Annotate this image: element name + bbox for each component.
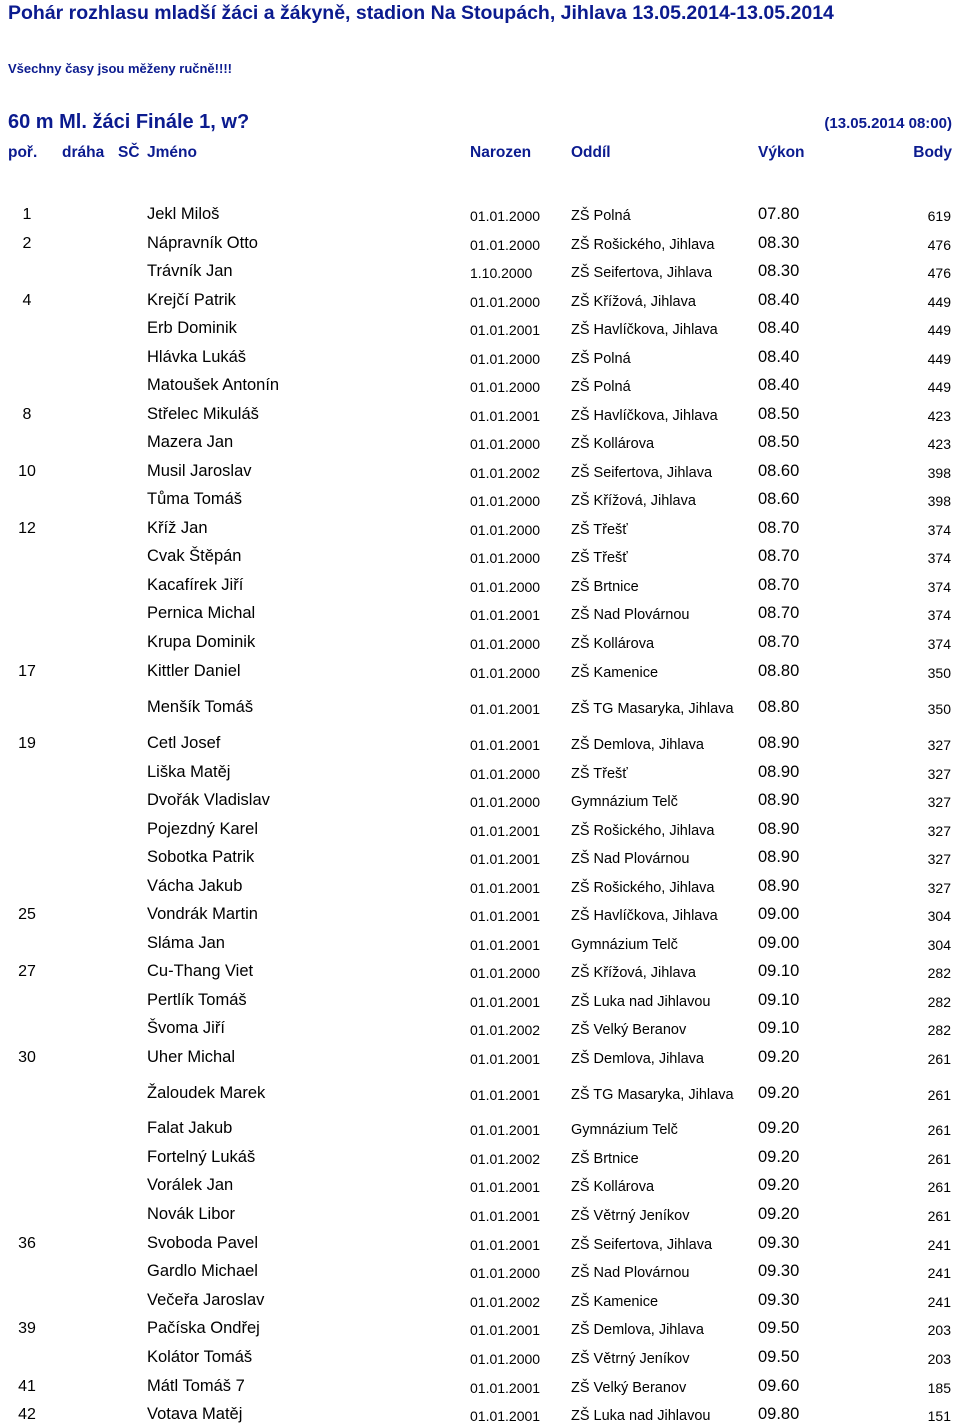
cell-performance: 08.40 xyxy=(758,319,800,337)
cell-performance: 08.70 xyxy=(758,633,800,651)
cell-name: Pačíska Ondřej xyxy=(147,1319,260,1337)
cell-performance: 08.90 xyxy=(758,763,800,781)
cell-club: ZŠ Havlíčkova, Jihlava xyxy=(571,322,718,338)
cell-born: 01.01.2001 xyxy=(470,851,541,867)
cell-points: 423 xyxy=(927,408,951,424)
cell-born: 01.01.2000 xyxy=(470,965,541,981)
cell-club: ZŠ Demlova, Jihlava xyxy=(571,737,704,753)
table-row xyxy=(0,815,960,839)
cell-name: Falat Jakub xyxy=(147,1119,233,1137)
table-row xyxy=(0,1257,960,1281)
cell-club: ZŠ Kollárova xyxy=(571,636,655,652)
cell-rank: 30 xyxy=(18,1049,36,1066)
cell-born: 01.01.2000 xyxy=(470,351,541,367)
cell-name: Kacafírek Jiří xyxy=(147,576,244,594)
cell-points: 282 xyxy=(927,965,951,981)
cell-name: Krupa Dominik xyxy=(147,633,256,651)
cell-name: Střelec Mikuláš xyxy=(147,405,259,423)
cell-name: Votava Matěj xyxy=(147,1405,243,1423)
cell-club: ZŠ Větrný Jeníkov xyxy=(571,1208,690,1224)
cell-performance: 07.80 xyxy=(758,205,800,223)
cell-club: ZŠ Velký Beranov xyxy=(571,1022,687,1038)
cell-rank: 10 xyxy=(18,463,36,480)
cell-born: 01.01.2001 xyxy=(470,994,541,1010)
cell-name: Žaloudek Marek xyxy=(147,1084,266,1102)
cell-born: 01.01.2000 xyxy=(470,294,541,310)
cell-club: ZŠ Seifertova, Jihlava xyxy=(571,1237,713,1253)
cell-name: Liška Matěj xyxy=(147,763,231,781)
cell-points: 449 xyxy=(927,351,951,367)
table-row xyxy=(0,514,960,538)
table-row xyxy=(0,1043,960,1067)
cell-born: 01.01.2001 xyxy=(470,1237,541,1253)
cell-club: ZŠ Třešť xyxy=(571,550,628,566)
table-row xyxy=(0,599,960,623)
cell-points: 449 xyxy=(927,322,951,338)
cell-name: Novák Libor xyxy=(147,1205,236,1223)
table-row xyxy=(0,693,960,717)
cell-name: Hlávka Lukáš xyxy=(147,348,247,366)
column-header-performance: Výkon xyxy=(758,144,805,161)
cell-performance: 08.70 xyxy=(758,547,800,565)
cell-name: Matoušek Antonín xyxy=(147,376,280,394)
cell-born: 01.01.2001 xyxy=(470,937,541,953)
cell-club: ZŠ Křížová, Jihlava xyxy=(571,294,696,310)
table-row xyxy=(0,758,960,782)
cell-performance: 08.60 xyxy=(758,490,800,508)
cell-points: 241 xyxy=(927,1265,951,1281)
table-row xyxy=(0,343,960,367)
cell-born: 01.01.2000 xyxy=(470,208,541,224)
cell-born: 1.10.2000 xyxy=(470,265,533,281)
cell-club: ZŠ Polná xyxy=(571,351,631,367)
cell-performance: 08.90 xyxy=(758,791,800,809)
cell-club: ZŠ Větrný Jeníkov xyxy=(571,1351,690,1367)
cell-born: 01.01.2002 xyxy=(470,1022,541,1038)
cell-club: ZŠ Křížová, Jihlava xyxy=(571,965,696,981)
cell-born: 01.01.2001 xyxy=(470,1322,541,1338)
cell-points: 261 xyxy=(927,1208,951,1224)
cell-born: 01.01.2000 xyxy=(470,794,541,810)
cell-club: ZŠ TG Masaryka, Jihlava xyxy=(571,701,734,717)
table-row xyxy=(0,900,960,924)
cell-points: 476 xyxy=(927,265,951,281)
cell-points: 327 xyxy=(927,823,951,839)
cell-performance: 08.70 xyxy=(758,604,800,622)
cell-performance: 09.10 xyxy=(758,962,800,980)
cell-performance: 09.30 xyxy=(758,1234,800,1252)
cell-points: 203 xyxy=(927,1351,951,1367)
cell-club: Gymnázium Telč xyxy=(571,1122,678,1138)
table-row xyxy=(0,657,960,681)
table-row xyxy=(0,1171,960,1195)
event-time: (13.05.2014 08:00) xyxy=(824,115,952,132)
table-row xyxy=(0,1114,960,1138)
cell-name: Dvořák Vladislav xyxy=(147,791,270,809)
cell-performance: 09.20 xyxy=(758,1048,800,1066)
cell-performance: 08.90 xyxy=(758,877,800,895)
cell-born: 01.01.2000 xyxy=(470,1351,541,1367)
cell-club: ZŠ Luka nad Jihlavou xyxy=(571,1408,711,1424)
table-row xyxy=(0,457,960,481)
cell-club: ZŠ TG Masaryka, Jihlava xyxy=(571,1087,734,1103)
cell-points: 374 xyxy=(927,579,951,595)
cell-performance: 09.20 xyxy=(758,1084,800,1102)
cell-name: Jekl Miloš xyxy=(147,205,220,223)
cell-club: ZŠ Třešť xyxy=(571,522,628,538)
cell-points: 241 xyxy=(927,1237,951,1253)
cell-rank: 4 xyxy=(22,292,32,309)
table-row xyxy=(0,1400,960,1424)
cell-performance: 08.40 xyxy=(758,348,800,366)
cell-name: Nápravník Otto xyxy=(147,234,258,252)
cell-name: Mazera Jan xyxy=(147,433,234,451)
cell-name: Musil Jaroslav xyxy=(147,462,252,480)
cell-club: Gymnázium Telč xyxy=(571,937,678,953)
cell-points: 261 xyxy=(927,1122,951,1138)
cell-born: 01.01.2000 xyxy=(470,636,541,652)
cell-performance: 08.30 xyxy=(758,234,800,252)
table-row xyxy=(0,1343,960,1367)
cell-club: ZŠ Polná xyxy=(571,208,631,224)
cell-performance: 09.60 xyxy=(758,1377,800,1395)
cell-club: ZŠ Kollárova xyxy=(571,1179,655,1195)
cell-club: ZŠ Kamenice xyxy=(571,1294,659,1310)
cell-performance: 09.10 xyxy=(758,1019,800,1037)
cell-name: Trávník Jan xyxy=(147,262,233,280)
cell-rank: 2 xyxy=(22,235,32,252)
cell-born: 01.01.2002 xyxy=(470,1151,541,1167)
cell-club: ZŠ Nad Plovárnou xyxy=(571,851,690,867)
cell-performance: 09.20 xyxy=(758,1176,800,1194)
cell-club: ZŠ Luka nad Jihlavou xyxy=(571,994,711,1010)
cell-born: 01.01.2000 xyxy=(470,579,541,595)
cell-name: Pertlík Tomáš xyxy=(147,991,247,1009)
cell-name: Cvak Štěpán xyxy=(147,547,242,565)
cell-points: 282 xyxy=(927,994,951,1010)
table-row xyxy=(0,485,960,509)
cell-performance: 09.80 xyxy=(758,1405,800,1423)
cell-points: 398 xyxy=(927,493,951,509)
cell-club: ZŠ Demlova, Jihlava xyxy=(571,1051,704,1067)
cell-points: 151 xyxy=(927,1408,951,1424)
column-header-club: Oddíl xyxy=(571,144,611,161)
table-row xyxy=(0,371,960,395)
table-row xyxy=(0,1286,960,1310)
cell-born: 01.01.2001 xyxy=(470,607,541,623)
cell-rank: 12 xyxy=(18,520,36,537)
cell-name: Erb Dominik xyxy=(147,319,237,337)
cell-performance: 09.00 xyxy=(758,934,800,952)
cell-name: Tůma Tomáš xyxy=(147,490,243,508)
cell-born: 01.01.2001 xyxy=(470,737,541,753)
cell-born: 01.01.2002 xyxy=(470,1294,541,1310)
cell-points: 374 xyxy=(927,522,951,538)
cell-points: 261 xyxy=(927,1179,951,1195)
cell-name: Vácha Jakub xyxy=(147,877,243,895)
table-row xyxy=(0,929,960,953)
table-row xyxy=(0,843,960,867)
cell-points: 261 xyxy=(927,1051,951,1067)
column-header-bib: SČ xyxy=(118,144,140,161)
cell-points: 398 xyxy=(927,465,951,481)
column-header-lane: dráha xyxy=(62,144,105,161)
cell-born: 01.01.2001 xyxy=(470,1087,541,1103)
cell-performance: 09.50 xyxy=(758,1319,800,1337)
cell-performance: 08.70 xyxy=(758,519,800,537)
cell-rank: 27 xyxy=(18,963,36,980)
cell-points: 449 xyxy=(927,294,951,310)
cell-performance: 09.50 xyxy=(758,1348,800,1366)
table-row xyxy=(0,428,960,452)
event-name: 60 m Ml. žáci Finále 1, w? xyxy=(8,111,250,133)
cell-club: ZŠ Nad Plovárnou xyxy=(571,1265,690,1281)
cell-points: 327 xyxy=(927,766,951,782)
table-row xyxy=(0,257,960,281)
cell-name: Gardlo Michael xyxy=(147,1262,258,1280)
cell-points: 350 xyxy=(927,701,951,717)
cell-points: 304 xyxy=(927,908,951,924)
cell-name: Kříž Jan xyxy=(147,519,208,537)
cell-club: ZŠ Rošického, Jihlava xyxy=(571,823,715,839)
cell-name: Mátl Tomáš 7 xyxy=(147,1377,245,1395)
table-row xyxy=(0,872,960,896)
table-row xyxy=(0,1200,960,1224)
page-subtitle: Všechny časy jsou měženy ručně!!!! xyxy=(8,61,232,76)
cell-club: ZŠ Nad Plovárnou xyxy=(571,607,690,623)
cell-points: 350 xyxy=(927,665,951,681)
cell-performance: 08.40 xyxy=(758,376,800,394)
cell-born: 01.01.2001 xyxy=(470,1208,541,1224)
table-row xyxy=(0,1229,960,1253)
cell-name: Sobotka Patrik xyxy=(147,848,255,866)
cell-club: ZŠ Seifertova, Jihlava xyxy=(571,465,713,481)
cell-club: ZŠ Demlova, Jihlava xyxy=(571,1322,704,1338)
cell-performance: 09.30 xyxy=(758,1291,800,1309)
cell-born: 01.01.2001 xyxy=(470,908,541,924)
cell-rank: 1 xyxy=(22,206,32,223)
cell-club: ZŠ Kamenice xyxy=(571,665,659,681)
cell-performance: 08.40 xyxy=(758,291,800,309)
table-row xyxy=(0,542,960,566)
cell-performance: 09.20 xyxy=(758,1119,800,1137)
cell-points: 282 xyxy=(927,1022,951,1038)
cell-rank: 25 xyxy=(18,906,36,923)
cell-name: Pernica Michal xyxy=(147,604,256,622)
column-header-born: Narozen xyxy=(470,144,532,161)
cell-club: ZŠ Křížová, Jihlava xyxy=(571,493,696,509)
cell-points: 374 xyxy=(927,607,951,623)
cell-born: 01.01.2000 xyxy=(470,493,541,509)
cell-performance: 09.30 xyxy=(758,1262,800,1280)
table-row xyxy=(0,786,960,810)
cell-points: 423 xyxy=(927,436,951,452)
cell-born: 01.01.2001 xyxy=(470,701,541,717)
cell-performance: 08.80 xyxy=(758,698,800,716)
cell-club: ZŠ Polná xyxy=(571,379,631,395)
column-header-rank: poř. xyxy=(8,144,38,161)
cell-name: Večeřa Jaroslav xyxy=(147,1291,265,1309)
cell-born: 01.01.2001 xyxy=(470,1408,541,1424)
cell-club: ZŠ Havlíčkova, Jihlava xyxy=(571,908,718,924)
table-row xyxy=(0,400,960,424)
table-row xyxy=(0,200,960,224)
cell-born: 01.01.2000 xyxy=(470,550,541,566)
column-header-points: Body xyxy=(913,144,952,161)
table-row xyxy=(0,286,960,310)
table-row xyxy=(0,986,960,1010)
cell-club: ZŠ Kollárova xyxy=(571,436,655,452)
cell-name: Vorálek Jan xyxy=(147,1176,234,1194)
cell-performance: 09.10 xyxy=(758,991,800,1009)
table-row xyxy=(0,729,960,753)
cell-points: 241 xyxy=(927,1294,951,1310)
cell-rank: 17 xyxy=(18,663,36,680)
cell-points: 261 xyxy=(927,1087,951,1103)
cell-born: 01.01.2000 xyxy=(470,665,541,681)
cell-born: 01.01.2001 xyxy=(470,322,541,338)
cell-rank: 41 xyxy=(18,1378,36,1395)
cell-born: 01.01.2001 xyxy=(470,1380,541,1396)
cell-performance: 09.20 xyxy=(758,1205,800,1223)
cell-name: Sláma Jan xyxy=(147,934,225,952)
page-title: Pohár rozhlasu mladší žáci a žákyně, stadion Na Stoupách, Jihlava 13.05.2014-13.05.2014 xyxy=(8,2,834,24)
cell-name: Fortelný Lukáš xyxy=(147,1148,256,1166)
table-row xyxy=(0,1314,960,1338)
cell-name: Cetl Josef xyxy=(147,734,221,752)
cell-club: ZŠ Seifertova, Jihlava xyxy=(571,265,713,281)
table-row xyxy=(0,1143,960,1167)
cell-name: Pojezdný Karel xyxy=(147,820,258,838)
cell-points: 476 xyxy=(927,237,951,253)
cell-born: 01.01.2001 xyxy=(470,823,541,839)
table-row xyxy=(0,229,960,253)
cell-club: ZŠ Rošického, Jihlava xyxy=(571,880,715,896)
cell-born: 01.01.2000 xyxy=(470,1265,541,1281)
cell-club: ZŠ Brtnice xyxy=(571,579,639,595)
cell-club: ZŠ Brtnice xyxy=(571,1151,639,1167)
cell-performance: 08.90 xyxy=(758,848,800,866)
cell-born: 01.01.2001 xyxy=(470,1122,541,1138)
cell-performance: 08.50 xyxy=(758,405,800,423)
cell-performance: 08.90 xyxy=(758,820,800,838)
cell-born: 01.01.2000 xyxy=(470,237,541,253)
cell-born: 01.01.2001 xyxy=(470,1051,541,1067)
cell-rank: 42 xyxy=(18,1406,36,1423)
cell-performance: 08.70 xyxy=(758,576,800,594)
table-row xyxy=(0,1014,960,1038)
cell-performance: 09.00 xyxy=(758,905,800,923)
cell-club: ZŠ Velký Beranov xyxy=(571,1380,687,1396)
cell-rank: 8 xyxy=(22,406,32,423)
cell-born: 01.01.2000 xyxy=(470,379,541,395)
cell-rank: 39 xyxy=(18,1320,36,1337)
cell-performance: 08.30 xyxy=(758,262,800,280)
cell-name: Uher Michal xyxy=(147,1048,236,1066)
cell-points: 374 xyxy=(927,636,951,652)
cell-born: 01.01.2002 xyxy=(470,465,541,481)
cell-born: 01.01.2001 xyxy=(470,408,541,424)
table-row xyxy=(0,957,960,981)
column-header-name: Jméno xyxy=(147,144,197,161)
cell-name: Menšík Tomáš xyxy=(147,698,254,716)
cell-points: 261 xyxy=(927,1151,951,1167)
cell-points: 449 xyxy=(927,379,951,395)
cell-points: 327 xyxy=(927,737,951,753)
cell-name: Cu-Thang Viet xyxy=(147,962,254,980)
cell-performance: 08.50 xyxy=(758,433,800,451)
cell-club: ZŠ Havlíčkova, Jihlava xyxy=(571,408,718,424)
cell-name: Švoma Jiří xyxy=(147,1019,225,1037)
cell-born: 01.01.2001 xyxy=(470,1179,541,1195)
table-row xyxy=(0,628,960,652)
cell-rank: 19 xyxy=(18,735,36,752)
cell-points: 619 xyxy=(927,208,951,224)
cell-born: 01.01.2000 xyxy=(470,766,541,782)
cell-points: 203 xyxy=(927,1322,951,1338)
cell-performance: 09.20 xyxy=(758,1148,800,1166)
cell-born: 01.01.2000 xyxy=(470,436,541,452)
cell-points: 327 xyxy=(927,794,951,810)
cell-name: Kittler Daniel xyxy=(147,662,241,680)
cell-performance: 08.60 xyxy=(758,462,800,480)
table-row xyxy=(0,314,960,338)
cell-born: 01.01.2000 xyxy=(470,522,541,538)
cell-points: 374 xyxy=(927,550,951,566)
cell-rank: 36 xyxy=(18,1235,36,1252)
cell-points: 185 xyxy=(927,1380,951,1396)
cell-name: Kolátor Tomáš xyxy=(147,1348,253,1366)
cell-performance: 08.80 xyxy=(758,662,800,680)
cell-club: Gymnázium Telč xyxy=(571,794,678,810)
cell-points: 327 xyxy=(927,851,951,867)
cell-points: 327 xyxy=(927,880,951,896)
cell-club: ZŠ Rošického, Jihlava xyxy=(571,237,715,253)
cell-born: 01.01.2001 xyxy=(470,880,541,896)
cell-club: ZŠ Třešť xyxy=(571,766,628,782)
cell-name: Svoboda Pavel xyxy=(147,1234,258,1252)
table-row xyxy=(0,571,960,595)
cell-name: Vondrák Martin xyxy=(147,905,258,923)
cell-name: Krejčí Patrik xyxy=(147,291,236,309)
cell-points: 304 xyxy=(927,937,951,953)
cell-performance: 08.90 xyxy=(758,734,800,752)
table-row xyxy=(0,1079,960,1103)
table-row xyxy=(0,1372,960,1396)
